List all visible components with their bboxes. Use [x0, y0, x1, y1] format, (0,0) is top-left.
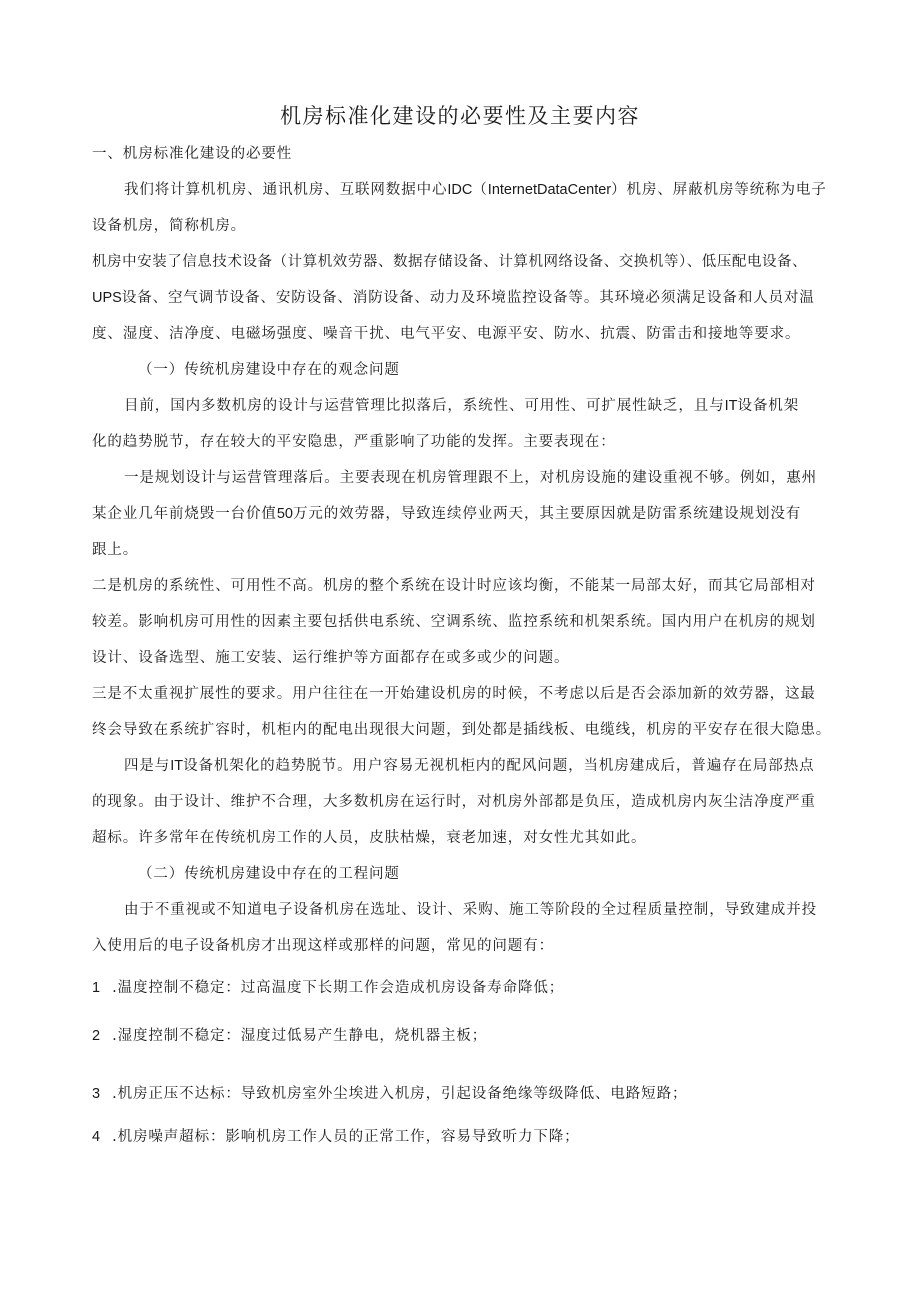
- intro-paragraph-line: 设备机房，简称机房。: [92, 218, 246, 234]
- point4-paragraph-line: [124, 755, 815, 777]
- issue-number: 1: [92, 980, 101, 996]
- issue-text: .机房正压不达标：导致机房室外尘埃进入机房，引起设备绝缘等级降低、电路短路；: [112, 1086, 688, 1102]
- issue-number: 2: [92, 1028, 101, 1044]
- point3-paragraph-line: 终会导致在系统扩容时，机柜内的配电出现很大问题，到处都是插线板、电缆线，机房的平安存在很大隐患。: [92, 722, 832, 738]
- issue-text: .机房噪声超标：影响机房工作人员的正常工作，容易导致听力下降；: [112, 1129, 580, 1145]
- issue-number: 4: [92, 1129, 101, 1145]
- engineering-paragraph-line: 由于不重视或不知道电子设备机房在选址、设计、采购、施工等阶段的全过程质量控制，导致建成并投: [124, 902, 817, 918]
- issue-text: .湿度控制不稳定：湿度过低易产生静电，烧机器主板；: [112, 1028, 488, 1044]
- section-heading-necessity: 一、机房标准化建设的必要性: [92, 146, 293, 162]
- text-run: 50: [276, 506, 293, 522]
- engineering-paragraph-line: 入使用后的电子设备机房才出现这样或那样的问题，常见的问题有：: [92, 938, 554, 954]
- issue-text: .温度控制不稳定：过高温度下长期工作会造成机房设备寿命降低；: [112, 980, 565, 996]
- text-run: 万元的效劳器，导致连续停业两天，其主要原因就是防雷系统建设规划没有: [292, 506, 802, 522]
- intro-paragraph-line: [124, 179, 827, 201]
- text-run: 目前，国内多数机房的设计与运营管理比拟落后，系统性、可用性、可扩展性缺乏，且与: [124, 398, 725, 414]
- subsection-heading-engineering: （二）传统机房建设中存在的工程问题: [138, 866, 400, 882]
- issue-item: [92, 1126, 580, 1148]
- current-paragraph-line: [124, 395, 799, 417]
- point1-paragraph-line: 一是规划设计与运营管理落后。主要表现在机房管理跟不上，对机房设施的建设重视不够。例如，惠州: [124, 470, 817, 486]
- equipment-paragraph-line: 机房中安装了信息技术设备（计算机效劳器、数据存储设备、计算机网络设备、交换机等）、低压配电设备、: [92, 254, 808, 270]
- current-paragraph-line: 化的趋势脱节，存在较大的平安隐患，严重影响了功能的发挥。主要表现在：: [92, 434, 616, 450]
- text-run: IT: [170, 758, 184, 774]
- text-run: 设备机架: [737, 398, 800, 414]
- text-run: UPS: [92, 290, 122, 306]
- text-run: InternetDataCenter: [487, 182, 612, 198]
- point3-paragraph-line: 三是不太重视扩展性的要求。用户往往在一开始建设机房的时候，不考虑以后是否会添加新的效劳器，这最: [92, 686, 816, 702]
- equipment-paragraph-line: [92, 287, 815, 309]
- document-title: 机房标准化建设的必要性及主要内容: [280, 104, 640, 128]
- equipment-paragraph-line: 度、湿度、洁净度、电磁场强度、噪音干扰、电气平安、电源平安、防水、抗震、防雷击和接地等要求。: [92, 326, 801, 342]
- text-run: 设备机架化的趋势脱节。用户容易无视机柜内的配风问题，当机房建成后，普遍存在局部热点: [183, 758, 815, 774]
- text-run: 四是与: [124, 758, 171, 774]
- issue-item: [92, 1025, 487, 1047]
- point1-paragraph-line: [92, 503, 801, 525]
- point2-paragraph-line: 二是机房的系统性、可用性不高。机房的整个系统在设计时应该均衡，不能某一局部太好，而其它局部相对: [92, 578, 816, 594]
- subsection-heading-concept: （一）传统机房建设中存在的观念问题: [138, 362, 400, 378]
- text-run: IT: [724, 398, 738, 414]
- point4-paragraph-line: 超标。许多常年在传统机房工作的人员，皮肤枯燥，衰老加速，对女性尤其如此。: [92, 830, 647, 846]
- text-run: 设备、空气调节设备、安防设备、消防设备、动力及环境监控设备等。其环境必须满足设备和人员对温: [121, 290, 815, 306]
- point2-paragraph-line: 较差。影响机房可用性的因素主要包括供电系统、空调系统、监控系统和机架系统。国内用户在机房的规划: [92, 614, 816, 630]
- point1-paragraph-line: 跟上。: [92, 542, 139, 558]
- point4-paragraph-line: 的现象。由于设计、维护不合理，大多数机房在运行时，对机房外部都是负压，造成机房内灰尘洁净度严重: [92, 794, 816, 810]
- text-run: （: [472, 182, 488, 198]
- text-run: 我们将计算机机房、通讯机房、互联网数据中心: [124, 182, 448, 198]
- text-run: IDC: [447, 182, 473, 198]
- point2-paragraph-line: 设计、设备选型、施工安装、运行维护等方面都存在或多或少的问题。: [92, 650, 570, 666]
- issue-item: [92, 977, 564, 999]
- text-run: 某企业几年前烧毁一台价值: [92, 506, 277, 522]
- text-run: ）机房、屏蔽机房等统称为电子: [611, 182, 827, 198]
- issue-item: [92, 1083, 687, 1105]
- issue-number: 3: [92, 1086, 101, 1102]
